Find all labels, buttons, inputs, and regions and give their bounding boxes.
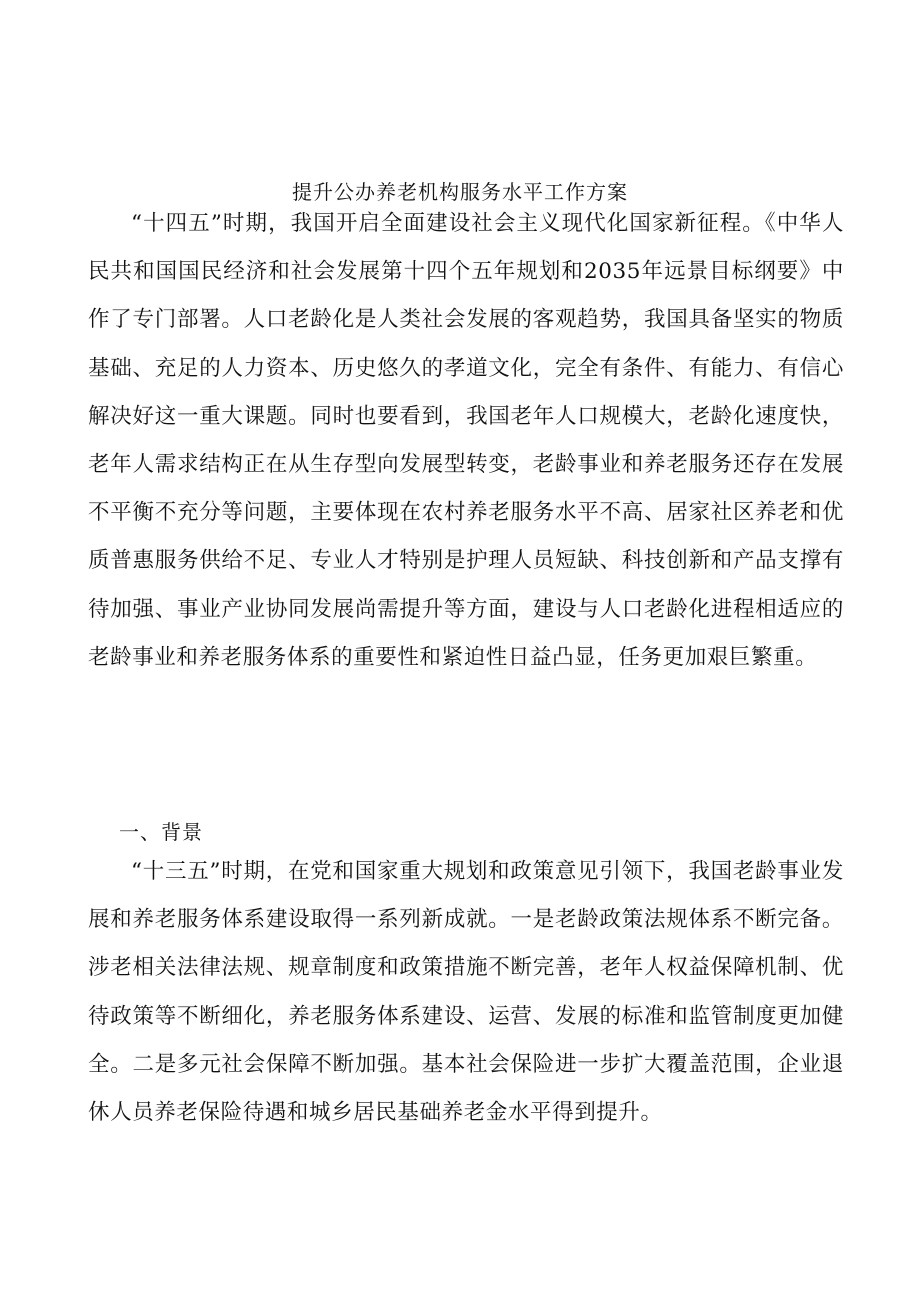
section-heading: 一、背景: [119, 820, 203, 844]
intro-paragraph: “十四五”时期，我国开启全面建设社会主义现代化国家新征程。《中华人民共和国国民经济和社会发展第十四个五年规划和2035年远景目标纲要》中作了专门部署。人口老龄化是人类社会发展的客观趋势，我国具备坚实的物质基础、充足的人力资本、历史悠久的孝道文化，完全有条件、有能力、有信心解决好这一重大课题。同时也要看到，我国老年人口规模大，老龄化速度快，老年人需求结构正在从生存型向发展型转变，老龄事业和养老服务还存在发展不平衡不充分等问题，主要体现在农村养老服务水平不高、居家社区养老和优质普惠服务供给不足、专业人才特别是护理人员短缺、科技创新和产品支撑有待加强、事业产业协同发展尚需提升等方面，建设与人口老龄化进程相适应的老龄事业和养老服务体系的重要性和紧迫性日益凸显，任务更加艰巨繁重。: [88, 211, 844, 670]
section-paragraph: “十三五”时期，在党和国家重大规划和政策意见引领下，我国老龄事业发展和养老服务体系建设取得一系列新成就。一是老龄政策法规体系不断完备。涉老相关法律法规、规章制度和政策措施不断完善，老年人权益保障机制、优待政策等不断细化，养老服务体系建设、运营、发展的标准和监管制度更加健全。二是多元社会保障不断加强。基本社会保险进一步扩大覆盖范围，企业退休人员养老保险待遇和城乡居民基础养老金水平得到提升。: [88, 859, 844, 1126]
document-title: 提升公办养老机构服务水平工作方案: [292, 180, 628, 204]
